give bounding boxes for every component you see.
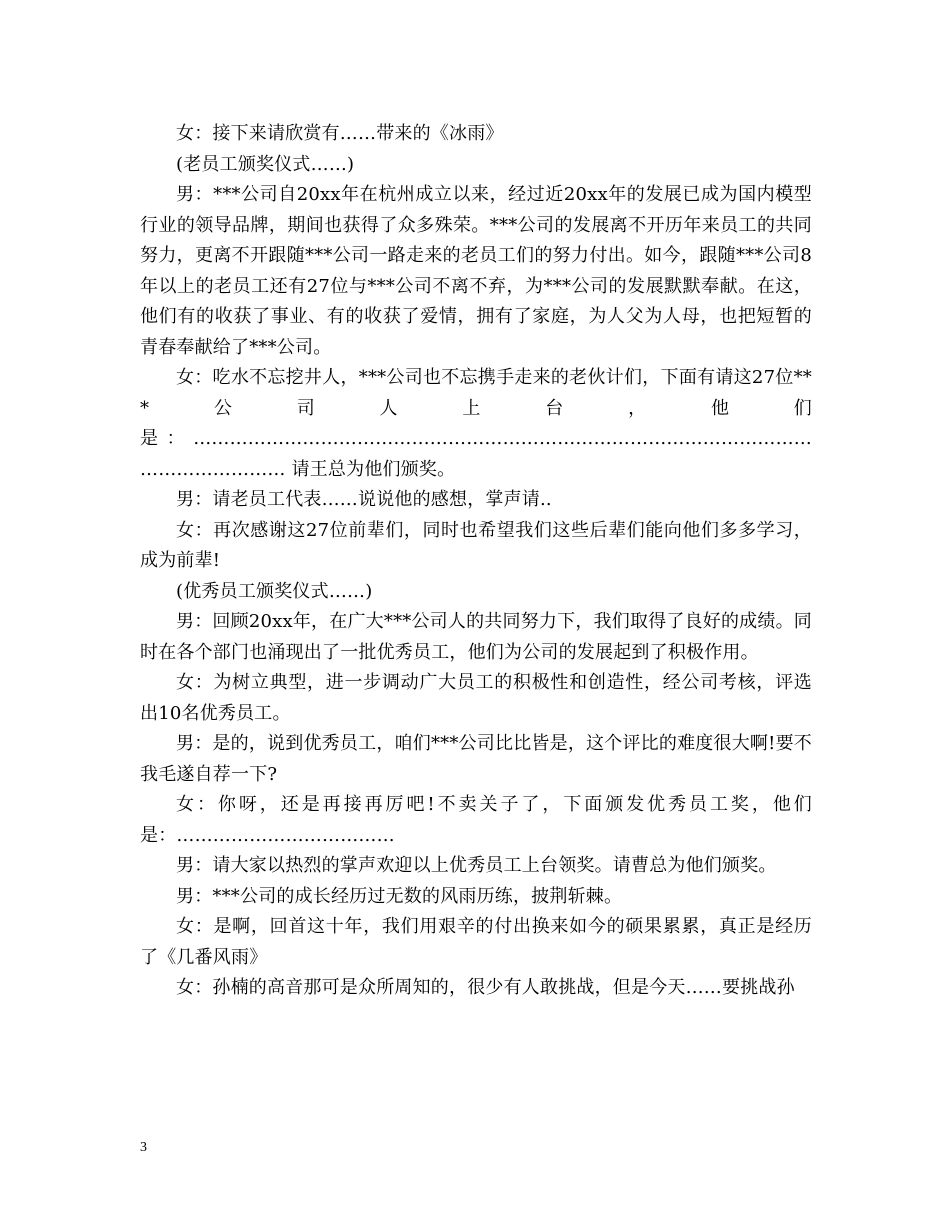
- paragraph: 女：你呀，还是再接再厉吧!不卖关子了，下面颁发优秀员工奖，他们是：………………………………: [140, 794, 812, 846]
- document-body: [140, 119, 812, 1004]
- paragraph: 女：吃水不忘挖井人，***公司也不忘携手走来的老伙计们，下面有请这27位***公司人上台，他们是：……………………………………………………………………………………………………………… 请王总为他们颁奖。: [140, 367, 812, 480]
- paragraph: 男：***公司的成长经历过无数的风雨历练，披荆斩棘。: [176, 885, 623, 907]
- page-number: 3: [140, 1140, 147, 1155]
- paragraph: 女：为树立典型，进一步调动广大员工的积极性和创造性，经公司考核，评选出10名优秀员工。: [140, 672, 812, 724]
- paragraph: 女：接下来请欣赏有……带来的《冰雨》: [176, 123, 504, 144]
- paragraph: 男：请大家以热烈的掌声欢迎以上优秀员工上台领奖。请曹总为他们颁奖。: [176, 855, 777, 876]
- paragraph: 女：再次感谢这27位前辈们，同时也希望我们这些后辈们能向他们多多学习，成为前辈!: [140, 519, 812, 571]
- paragraph: 男：请老员工代表……说说他的感想，掌声请..: [176, 489, 552, 510]
- paragraph: 女：孙楠的高音那可是众所周知的，很少有人敢挑战，但是今天……要挑战孙: [176, 977, 795, 998]
- paragraph: 男：回顾20xx年，在广大***公司人的共同努力下，我们取得了良好的成绩。同时在各个部门也涌现出了一批优秀员工，他们为公司的发展起到了积极作用。: [140, 611, 812, 663]
- paragraph: 男：***公司自20xx年在杭州成立以来，经过近20xx年的发展已成为国内模型行业的领导品牌，期间也获得了众多殊荣。***公司的发展离不开历年来员工的共同努力，更离不开跟随***公司一路走来的老员工们的努力付出。如今，跟随***公司8年以上的老员工还有27位与***公司不离不弃，为***公司的发展默默奉献。在这，他们有的收获了事业、有的收获了爱情，拥有了家庭，为人父为人母，也把短暂的青春奉献给了***公司。: [140, 184, 812, 358]
- paragraph: (优秀员工颁奖仪式……): [176, 580, 373, 602]
- paragraph: 女：是啊，回首这十年，我们用艰辛的付出换来如今的硕果累累，真正是经历了《几番风雨》: [140, 916, 812, 968]
- paragraph: 男：是的，说到优秀员工，咱们***公司比比皆是，这个评比的难度很大啊!要不我毛遂自荐一下?: [140, 733, 812, 785]
- paragraph: (老员工颁奖仪式……): [176, 153, 355, 175]
